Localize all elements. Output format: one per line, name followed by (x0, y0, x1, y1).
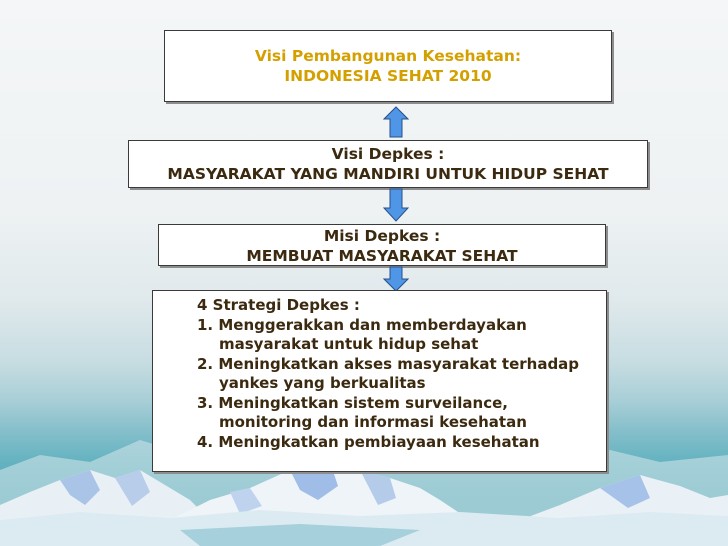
mission-box (158, 224, 606, 266)
strategy-heading: 4 Strategi Depkes : (197, 296, 360, 314)
strategy-item-2 (197, 355, 606, 394)
strategy-box (152, 290, 607, 472)
depkes-vision-value: MASYARAKAT YANG MANDIRI UNTUK HIDUP SEHAT (167, 165, 609, 183)
strategy-item-text: masyarakat untuk hidup sehat (219, 335, 479, 353)
strategy-item-4 (197, 433, 606, 453)
strategy-item-1 (197, 316, 606, 355)
arrow-up-icon (383, 106, 409, 138)
vision-box (164, 30, 612, 102)
strategy-item-3 (197, 394, 606, 433)
depkes-vision-title: Visi Depkes : (331, 145, 445, 163)
arrow-down-icon (383, 266, 409, 292)
vision-value: INDONESIA SEHAT 2010 (284, 67, 492, 85)
strategy-item-text: monitoring dan informasi kesehatan (219, 413, 527, 431)
strategy-item-text: 1. Menggerakkan dan memberdayakan (197, 315, 527, 334)
strategy-item-text: 4. Meningkatkan pembiayaan kesehatan (197, 432, 540, 451)
arrow-down-icon (383, 188, 409, 222)
vision-title: Visi Pembangunan Kesehatan: (254, 47, 522, 65)
strategy-item-text: 2. Meningkatkan akses masyarakat terhadap (197, 354, 580, 373)
strategy-item-text: yankes yang berkualitas (219, 374, 426, 392)
depkes-vision-box (128, 140, 648, 188)
mission-title: Misi Depkes : (323, 227, 441, 245)
mission-value: MEMBUAT MASYARAKAT SEHAT (246, 247, 518, 265)
strategy-item-text: 3. Meningkatkan sistem surveilance, (197, 393, 508, 412)
